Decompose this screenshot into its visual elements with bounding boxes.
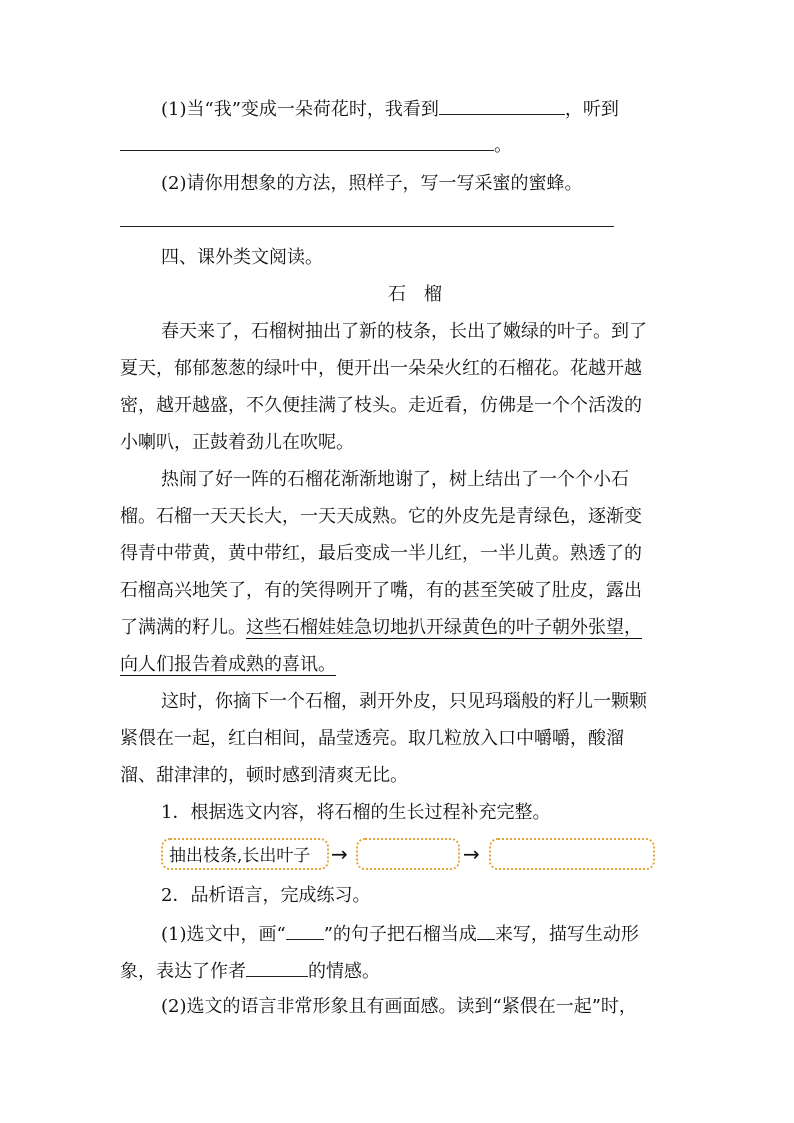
paragraph-line: 夏天，郁郁葱葱的绿叶中，便开出一朵朵火红的石榴花。花越开越 xyxy=(120,358,642,379)
paragraph-line: 石榴高兴地笑了，有的笑得咧开了嘴，有的甚至笑破了肚皮，露出 xyxy=(120,580,642,601)
arrow-icon: → xyxy=(463,842,480,866)
section-heading: 四、课外类文阅读。 xyxy=(161,247,323,268)
question-text: 象，表达了作者 xyxy=(120,961,246,982)
paragraph-line: 热闹了好一阵的石榴花渐渐地谢了，树上结出了一个个小石 xyxy=(161,469,629,490)
flow-box-2-blank[interactable] xyxy=(356,838,460,870)
paragraph-text: 了满满的籽儿。 xyxy=(120,617,246,638)
flow-box-3-blank[interactable] xyxy=(489,838,655,870)
paragraph-line: 紧偎在一起，红白相间，晶莹透亮。取几粒放入口中嚼嚼，酸溜 xyxy=(120,728,624,749)
answer-blank[interactable] xyxy=(439,96,565,115)
answer-line[interactable] xyxy=(120,226,614,227)
question-text: 来写，描写生动形 xyxy=(494,924,639,945)
question-text: 的情感。 xyxy=(308,961,380,982)
question-2-1 xyxy=(161,921,639,947)
answer-blank[interactable] xyxy=(246,958,308,977)
period: 。 xyxy=(494,135,512,156)
underlined-sentence: 这些石榴娃娃急切地扒开绿黄色的叶子朝外张望， xyxy=(246,617,642,638)
paragraph-line: 这时，你摘下一个石榴，剥开外皮，只见玛瑙般的籽儿一颗颗 xyxy=(161,691,647,712)
paragraph-line: 得青中带黄，黄中带红，最后变成一半儿红，一半儿黄。熟透了的 xyxy=(120,543,642,564)
arrow-icon: → xyxy=(331,842,348,866)
question-text: (1)选文中，画“ xyxy=(161,924,286,945)
paragraph-line: 榴。石榴一天天长大，一天天成熟。它的外皮先是青绿色，逐渐变 xyxy=(120,506,642,527)
paragraph-line: 密，越开越盛，不久便挂满了枝头。走近看，仿佛是一个个活泼的 xyxy=(120,395,642,416)
question-2: 2．品析语言，完成练习。 xyxy=(161,885,371,906)
article-title: 石 榴 xyxy=(388,284,442,305)
paragraph-line xyxy=(120,653,336,677)
flow-box-1: 抽出枝条,长出叶子 xyxy=(161,838,329,870)
answer-blank[interactable] xyxy=(286,921,324,940)
paragraph-line: 小喇叭，正鼓着劲儿在吹呢。 xyxy=(120,432,354,453)
answer-blank[interactable] xyxy=(477,921,495,940)
question-3-2: (2)请你用想象的方法，照样子，写一写采蜜的蜜蜂。 xyxy=(161,173,583,194)
question-text: (1)当“我”变成一朵荷花时，我看到 xyxy=(161,99,439,120)
paragraph-line xyxy=(120,616,642,640)
paragraph-line: 溜、甜津津的，顿时感到清爽无比。 xyxy=(120,765,408,786)
question-text: ，听到 xyxy=(564,99,619,120)
question-2-1-cont xyxy=(120,958,380,984)
question-1: 1．根据选文内容，将石榴的生长过程补充完整。 xyxy=(161,802,551,823)
question-2-2: (2)选文的语言非常形象且有画面感。读到“紧偎在一起”时， xyxy=(161,996,637,1017)
paragraph-line: 春天来了，石榴树抽出了新的枝条，长出了嫩绿的叶子。到了 xyxy=(161,321,647,342)
question-3-1 xyxy=(161,96,619,122)
question-text: ”的句子把石榴当成 xyxy=(323,924,477,945)
underlined-sentence: 向人们报告着成熟的喜讯。 xyxy=(120,654,336,675)
answer-line[interactable] xyxy=(120,150,494,151)
